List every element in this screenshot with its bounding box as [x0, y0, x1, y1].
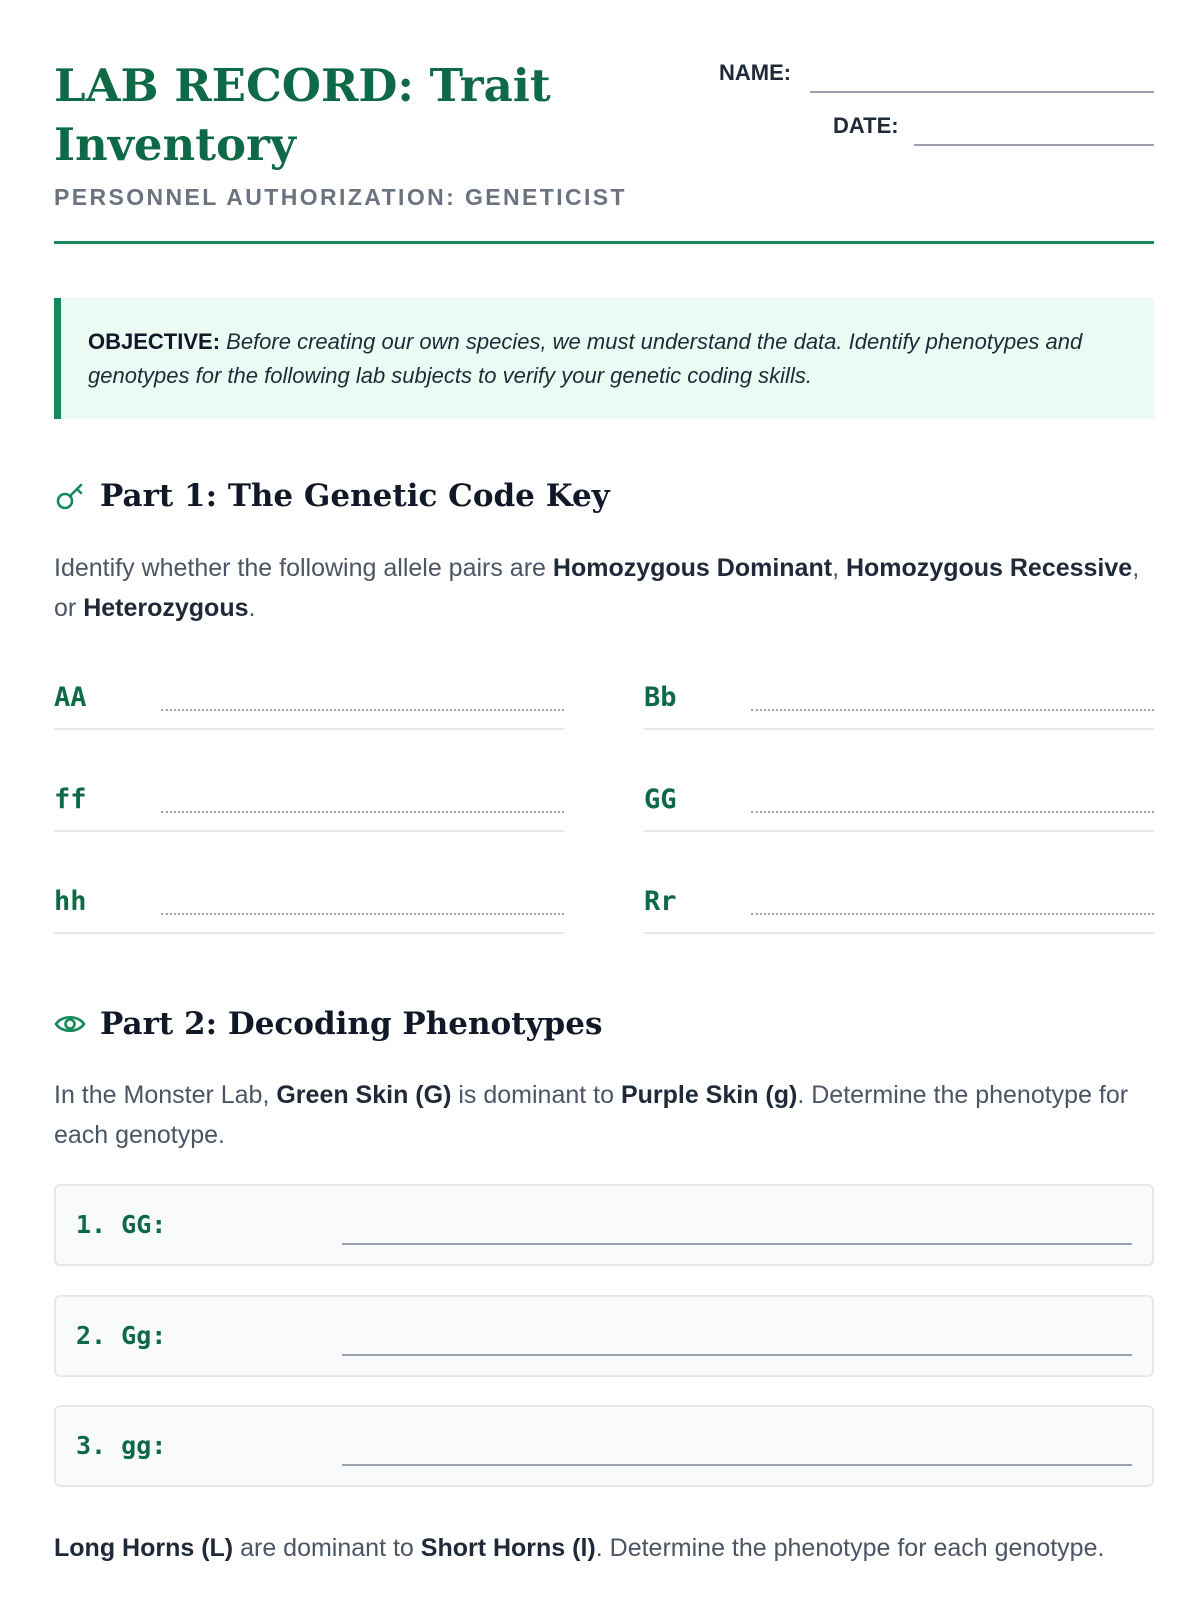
- answer-blank[interactable]: [751, 811, 1154, 813]
- part1-title: Part 1: The Genetic Code Key: [100, 478, 610, 514]
- allele-pair-code: Rr: [644, 886, 677, 917]
- allele-pair-code: AA: [54, 682, 87, 713]
- part1-sep: ,: [832, 554, 846, 582]
- part1-instr-text: Identify whether the following allele pairs are: [54, 554, 553, 582]
- allele-pair-item: [54, 670, 564, 730]
- part1-end: .: [248, 594, 256, 622]
- allele-pair-code: hh: [54, 886, 87, 917]
- genotype-label: 1. GG:: [76, 1210, 167, 1239]
- allele-pair-item: [54, 772, 564, 832]
- allele-pair-item: [644, 874, 1154, 934]
- allele-pair-code: GG: [644, 784, 677, 815]
- objective-box: [54, 298, 1154, 419]
- horns-text: . Determine the phenotype for each genotype.: [595, 1534, 1105, 1562]
- term-heterozygous: Heterozygous: [83, 594, 249, 622]
- eye-icon: [54, 1008, 86, 1040]
- genotype-label: 2. Gg:: [76, 1321, 167, 1350]
- purple-skin-term: Purple Skin (g): [620, 1081, 798, 1109]
- page-subtitle: PERSONNEL AUTHORIZATION: GENETICIST: [54, 184, 627, 210]
- answer-blank[interactable]: [342, 1243, 1132, 1245]
- phenotype-row: [54, 1184, 1154, 1266]
- green-skin-term: Green Skin (G): [276, 1081, 452, 1109]
- answer-blank[interactable]: [161, 709, 564, 711]
- part1-sep: , or: [54, 554, 1140, 622]
- name-field[interactable]: [810, 91, 1154, 93]
- objective-label: OBJECTIVE:: [88, 329, 221, 354]
- term-homozygous-recessive: Homozygous Recessive: [845, 554, 1133, 582]
- date-field[interactable]: [914, 144, 1154, 146]
- answer-blank[interactable]: [751, 709, 1154, 711]
- part1-instructions: [54, 548, 1154, 628]
- answer-blank[interactable]: [161, 811, 564, 813]
- part1-heading: [54, 478, 610, 514]
- genotype-label: 3. gg:: [76, 1431, 167, 1460]
- skin-text: In the Monster Lab,: [54, 1081, 277, 1109]
- answer-blank[interactable]: [751, 913, 1154, 915]
- long-horns-term: Long Horns (L): [54, 1534, 234, 1562]
- answer-blank[interactable]: [342, 1464, 1132, 1466]
- part2-heading: [54, 1006, 602, 1042]
- header-divider: [54, 241, 1154, 244]
- allele-pair-item: [644, 772, 1154, 832]
- allele-pair-item: [54, 874, 564, 934]
- answer-blank[interactable]: [161, 913, 564, 915]
- short-horns-term: Short Horns (l): [420, 1534, 596, 1562]
- phenotype-row: [54, 1295, 1154, 1377]
- answer-blank[interactable]: [342, 1354, 1132, 1356]
- name-label: NAME:: [719, 60, 792, 85]
- horns-text: are dominant to: [233, 1534, 421, 1562]
- horns-instructions: [54, 1528, 1154, 1568]
- key-icon: [54, 480, 86, 512]
- skin-text: . Determine the phenotype for each genotype.: [54, 1081, 1129, 1149]
- allele-pair-code: ff: [54, 784, 87, 815]
- date-label: DATE:: [833, 113, 899, 138]
- phenotype-row: [54, 1405, 1154, 1487]
- objective-text: Before creating our own species, we must understand the data. Identify phenotypes and genotypes for the following lab subjects to verify your genetic coding skills.: [88, 329, 1083, 388]
- allele-pair-code: Bb: [644, 682, 677, 713]
- part2-title: Part 2: Decoding Phenotypes: [100, 1006, 603, 1042]
- term-homozygous-dominant: Homozygous Dominant: [552, 554, 833, 582]
- skin-instructions: [54, 1075, 1154, 1155]
- skin-text: is dominant to: [451, 1081, 621, 1109]
- page-title: LAB RECORD: Trait Inventory: [54, 59, 551, 171]
- allele-pair-item: [644, 670, 1154, 730]
